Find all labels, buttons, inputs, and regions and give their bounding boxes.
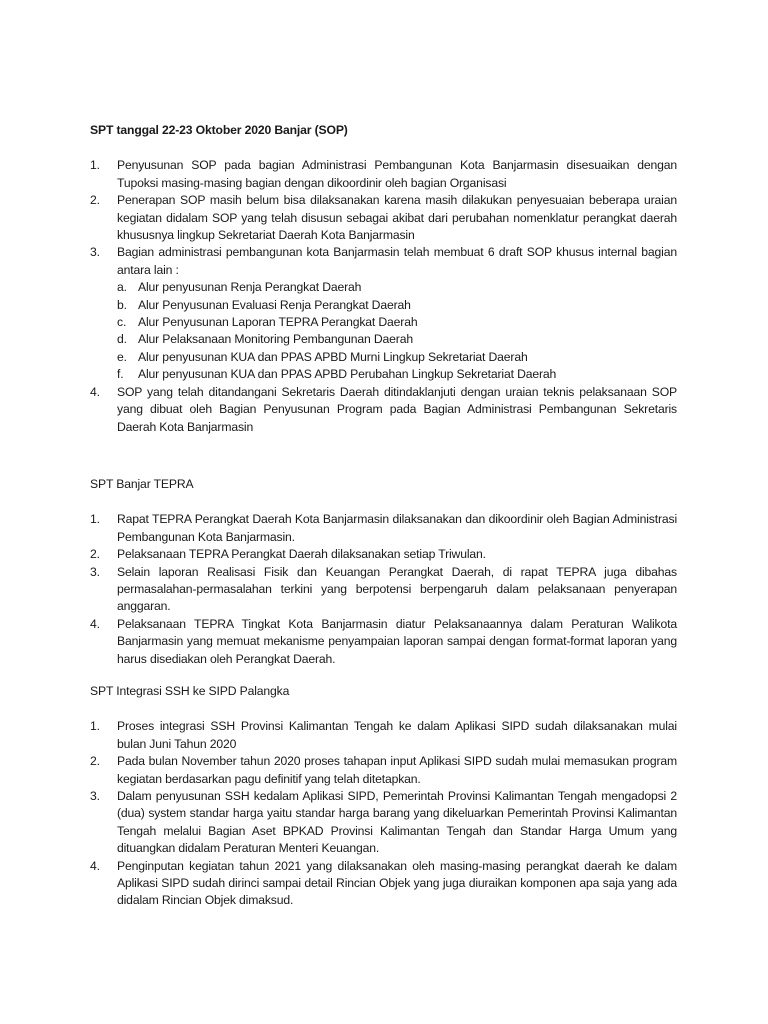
list-item [90,192,677,244]
list-item [90,858,677,910]
list-item-text: Penerapan SOP masih belum bisa dilaksanakan karena masih dilakukan penyesuaian beberapa uraian kegiatan didalam SOP yang telah disusun sebagai akibat dari perubahan nomenklatur perangkat daerah khususnya lingkup Sekretariat Daerah Kota Banjarmasin [117,193,677,243]
list-number: 4. [90,384,100,399]
list-number: 1. [90,158,100,173]
sub-list-letter: c. [117,315,127,330]
list-item-text: Penginputan kegiatan tahun 2021 yang dilaksanakan oleh masing-masing perangkat daerah ke dalam Aplikasi SIPD sudah dirinci sampai detail Rincian Objek yang juga diuraikan komponen apa saja yang ada didalam Rincian Objek dimaksud. [117,858,677,908]
list-item [90,546,677,563]
sub-list-item [117,331,677,348]
section-heading: SPT Integrasi SSH ke SIPD Palangka [90,684,290,698]
section-sop [90,122,677,436]
list-item [90,244,677,383]
section-heading: SPT tanggal 22-23 Oktober 2020 Banjar (SOP) [90,123,348,137]
list-item-text: Proses integrasi SSH Provinsi Kalimantan Tengah ke dalam Aplikasi SIPD sudah dilaksanakan mulai bulan Juni Tahun 2020 [117,719,677,751]
sub-list [117,279,677,383]
sub-list-letter: b. [117,297,127,312]
list-number: 2. [90,547,100,562]
sub-list-letter: e. [117,349,127,364]
sub-list-item-text: Alur penyusunan Renja Perangkat Daerah [138,280,362,295]
numbered-list [90,718,677,909]
sub-list-item-text: Alur Pelaksanaan Monitoring Pembangunan Daerah [138,332,413,347]
sub-list-item [117,279,677,296]
list-number: 2. [90,754,100,769]
sub-list-item-text: Alur Penyusunan Laporan TEPRA Perangkat Daerah [138,315,418,330]
sub-list-letter: f. [117,367,124,382]
sub-list-letter: a. [117,280,127,295]
sub-list-item-text: Alur penyusunan KUA dan PPAS APBD Murni Lingkup Sekretariat Daerah [138,349,528,364]
list-number: 4. [90,616,100,631]
list-item [90,157,677,192]
list-item-text: Selain laporan Realisasi Fisik dan Keuangan Perangkat Daerah, di rapat TEPRA juga dibahas permasalahan-permasalahan terkini yang berpotensi berpengaruh dalam pelaksanaan penyerapan anggaran. [117,564,677,614]
list-number: 3. [90,245,100,260]
list-item-text: Bagian administrasi pembangunan kota Banjarmasin telah membuat 6 draft SOP khusus internal bagian antara lain : [117,245,677,277]
list-item [90,511,677,546]
list-item [90,384,677,436]
list-number: 1. [90,719,100,734]
sub-list-letter: d. [117,332,127,347]
sub-list-item-text: Alur penyusunan KUA dan PPAS APBD Perubahan Lingkup Sekretariat Daerah [138,367,557,382]
list-item-text: Pelaksanaan TEPRA Perangkat Daerah dilaksanakan setiap Triwulan. [117,547,486,562]
list-item [90,788,677,858]
list-number: 2. [90,193,100,208]
section-ssh-sipd [90,683,677,910]
list-item [90,718,677,753]
section-tepra [90,476,677,668]
list-item [90,564,677,616]
numbered-list [90,157,677,436]
list-item-text: SOP yang telah ditandangani Sekretaris Daerah ditindaklanjuti dengan uraian teknis pelaksanaan SOP yang dibuat oleh Bagian Penyusunan Program pada Bagian Administrasi Pembangunan Sekretaris Daerah Kota Banjarmasin [117,384,677,434]
list-item-text: Pelaksanaan TEPRA Tingkat Kota Banjarmasin diatur Pelaksanaannya dalam Peraturan Walikota Banjarmasin yang memuat mekanisme penyampaian laporan sampai dengan format-format laporan yang harus disediakan oleh Perangkat Daerah. [117,616,677,666]
sub-list-item-text: Alur Penyusunan Evaluasi Renja Perangkat Daerah [138,297,411,312]
sub-list-item [117,349,677,366]
sub-list-item [117,297,677,314]
list-item-text: Dalam penyusunan SSH kedalam Aplikasi SIPD, Pemerintah Provinsi Kalimantan Tengah mengadopsi 2 (dua) system standar harga yaitu standar harga barang yang dikeluarkan Pemerintah Provinsi Kalimantan Tengah melalui Bagian Aset BPKAD Provinsi Kalimantan Tengah dan Standar Harga Umum yang dituangkan didalam Peraturan Menteri Keuangan. [117,789,677,856]
section-heading: SPT Banjar TEPRA [90,477,194,491]
list-item-text: Penyusunan SOP pada bagian Administrasi Pembangunan Kota Banjarmasin disesuaikan dengan Tupoksi masing-masing bagian dengan dikoordinir oleh bagian Organisasi [117,158,677,190]
list-item-text: Pada bulan November tahun 2020 proses tahapan input Aplikasi SIPD sudah mulai memasukan program kegiatan berdasarkan pagu definitif yang telah ditetapkan. [117,754,677,786]
list-number: 3. [90,789,100,804]
list-item [90,616,677,668]
list-number: 3. [90,564,100,579]
sub-list-item [117,366,677,383]
sub-list-item [117,314,677,331]
list-number: 4. [90,858,100,873]
list-number: 1. [90,512,100,527]
numbered-list [90,511,677,668]
list-item [90,753,677,788]
list-item-text: Rapat TEPRA Perangkat Daerah Kota Banjarmasin dilaksanakan dan dikoordinir oleh Bagian Administrasi Pembangunan Kota Banjarmasin. [117,512,677,544]
